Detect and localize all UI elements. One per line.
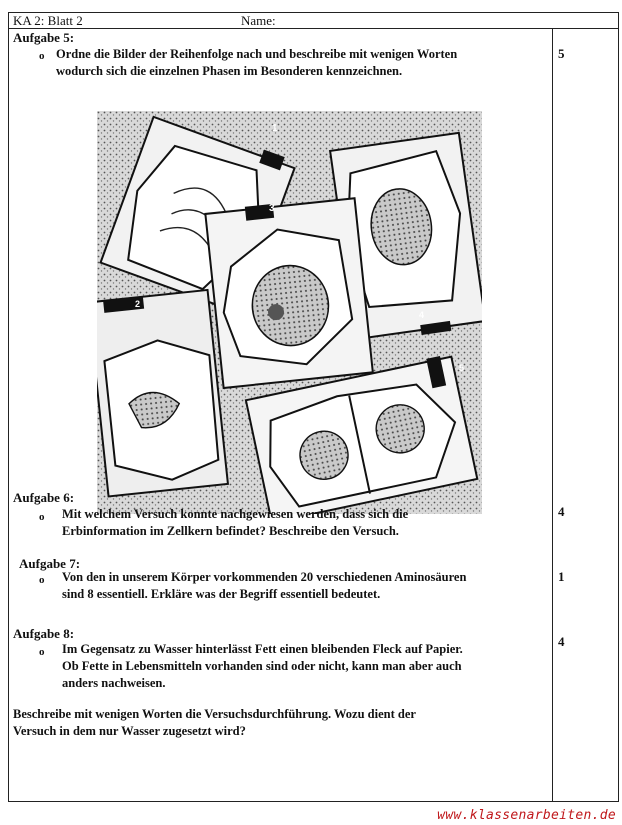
watermark-text: www.klassenarbeiten.de xyxy=(437,808,616,823)
task-8-line-2: Ob Fette in Lebensmitteln vorhanden sind oder nicht, kann man aber auch xyxy=(62,659,462,673)
cell-card-2 xyxy=(97,290,228,496)
header-divider xyxy=(9,28,618,29)
task-8-followup-line-1: Beschreibe mit wenigen Worten die Versuchsdurchführung. Wozu dient der xyxy=(13,707,416,721)
task-8-points: 4 xyxy=(558,634,565,649)
name-label: Name: xyxy=(241,13,276,28)
task-6-points: 4 xyxy=(558,504,565,519)
task-6-line-1: Mit welchem Versuch konnte nachgewiesen werden, dass sich die xyxy=(62,507,409,521)
card-number-3: 3 xyxy=(269,203,275,214)
task-8-line-1: Im Gegensatz zu Wasser hinterlässt Fett einen bleibenden Fleck auf Papier. xyxy=(62,642,463,656)
points-column-divider xyxy=(552,28,553,801)
task-6-title: Aufgabe 6: xyxy=(13,490,75,505)
task-8-followup-line-2: Versuch in dem nur Wasser zugesetzt wird? xyxy=(13,724,246,738)
task-5-line-1: Ordne die Bilder der Reihenfolge nach und beschreibe mit wenigen Worten xyxy=(56,47,458,61)
task-7-title: Aufgabe 7: xyxy=(19,556,81,571)
task-7-line-1: Von den in unserem Körper vorkommenden 20 verschiedenen Aminosäuren xyxy=(62,570,467,584)
task-8-title: Aufgabe 8: xyxy=(13,626,75,641)
card-number-2: 2 xyxy=(135,299,141,309)
cell-card-3 xyxy=(205,195,373,388)
mitosis-figure xyxy=(97,111,482,514)
task-7-bullet: o xyxy=(39,574,45,586)
task-5-title: Aufgabe 5: xyxy=(13,30,75,45)
card-number-4: 4 xyxy=(419,310,425,320)
sheet-label: KA 2: Blatt 2 xyxy=(13,13,83,28)
task-5-bullet: o xyxy=(39,50,45,62)
task-6-line-2: Erbinformation im Zellkern befindet? Beschreibe den Versuch. xyxy=(62,524,399,538)
task-8-bullet: o xyxy=(39,646,45,658)
card-number-5: 5 xyxy=(459,363,465,373)
task-5-points: 5 xyxy=(558,46,565,61)
task-7-line-2: sind 8 essentiell. Erkläre was der Begriff essentiell bedeutet. xyxy=(62,587,381,601)
worksheet xyxy=(8,12,619,802)
task-6-bullet: o xyxy=(39,511,45,523)
card-number-1: 1 xyxy=(272,123,278,134)
task-7-points: 1 xyxy=(558,569,565,584)
task-5-line-2: wodurch sich die einzelnen Phasen im Besonderen kennzeichnen. xyxy=(56,64,403,78)
task-8-line-3: anders nachweisen. xyxy=(62,676,166,690)
